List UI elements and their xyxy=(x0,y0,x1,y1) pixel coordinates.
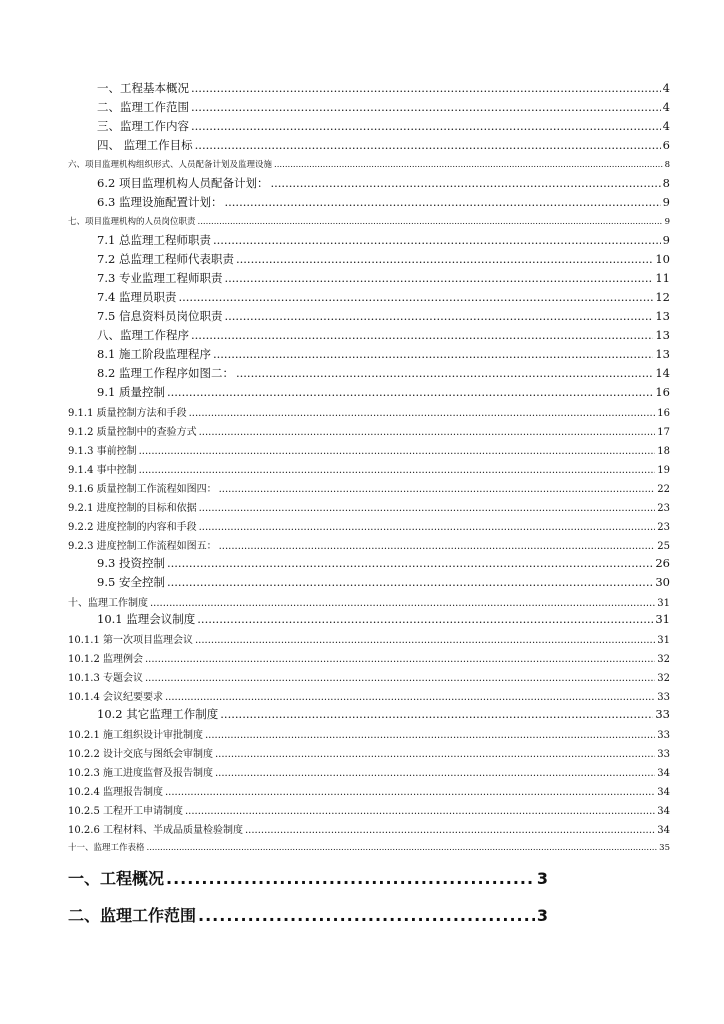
toc-entry-title: 10.2.4 监理报告制度 xyxy=(68,787,163,798)
dot-leader xyxy=(195,138,661,152)
toc-entry-page: 9 xyxy=(662,195,670,209)
toc-entry[interactable] xyxy=(68,650,670,665)
dot-leader xyxy=(178,290,653,304)
toc-entry-page: 33 xyxy=(655,707,670,721)
heading-entry[interactable] xyxy=(68,866,548,889)
dot-leader xyxy=(197,612,653,626)
toc-entry[interactable] xyxy=(97,99,670,115)
dot-leader xyxy=(167,385,653,399)
toc-entry[interactable] xyxy=(68,802,670,817)
dot-leader xyxy=(199,522,656,533)
toc-entry-title: 十一、监理工作表格 xyxy=(68,843,145,853)
dot-leader xyxy=(145,673,655,684)
dot-leader xyxy=(213,347,653,361)
toc-entry-page: 6 xyxy=(662,138,670,152)
toc-entry-page: 13 xyxy=(655,309,670,323)
toc-entry-page: 8 xyxy=(662,176,670,190)
toc-entry-title: 10.2.1 施工组织设计审批制度 xyxy=(68,730,203,741)
toc-entry[interactable] xyxy=(68,726,670,741)
toc-entry[interactable] xyxy=(68,594,670,609)
dot-leader xyxy=(224,195,660,209)
dot-leader xyxy=(165,692,655,703)
toc-entry-title: 7.5 信息资料员岗位职责 xyxy=(97,309,223,323)
toc-entry[interactable] xyxy=(68,688,670,703)
dot-leader xyxy=(185,806,655,817)
dot-leader xyxy=(139,446,656,457)
toc-entry-title: 8.1 施工阶段监理程序 xyxy=(97,347,211,361)
toc-entry-page: 9 xyxy=(662,233,670,247)
toc-entry-title: 9.2.1 进度控制的目标和依据 xyxy=(68,503,197,514)
dot-leader xyxy=(167,575,653,589)
toc-entry-page: 4 xyxy=(662,119,670,133)
dot-leader xyxy=(213,233,661,247)
toc-entry[interactable] xyxy=(97,555,670,571)
toc-entry-page: 33 xyxy=(657,749,670,760)
toc-entry-title: 二、监理工作范围 xyxy=(97,100,189,114)
toc-entry-page: 25 xyxy=(657,541,670,552)
dot-leader xyxy=(270,176,660,190)
toc-entry[interactable] xyxy=(68,158,670,170)
toc-entry-page: 23 xyxy=(657,522,670,533)
toc-entry-page: 11 xyxy=(655,271,670,285)
toc-entry[interactable] xyxy=(97,194,670,210)
toc-entry-page: 19 xyxy=(657,465,670,476)
toc-entry-title: 十、监理工作制度 xyxy=(68,598,148,609)
toc-entry-page: 34 xyxy=(657,787,670,798)
dot-leader xyxy=(215,749,655,760)
toc-entry-title: 9.1.6 质量控制工作流程如图四： xyxy=(68,484,217,495)
toc-entry-title: 9.1.1 质量控制方法和手段 xyxy=(68,408,187,419)
toc-entry[interactable] xyxy=(97,574,670,590)
toc-entry-page: 12 xyxy=(655,290,670,304)
toc-entry-page: 9 xyxy=(664,217,670,227)
heading-title: 一、工程概况 xyxy=(68,869,165,888)
toc-entry[interactable] xyxy=(97,289,670,305)
heading-page: 3 xyxy=(536,906,548,925)
toc-entry[interactable] xyxy=(97,175,670,191)
toc-entry-page: 13 xyxy=(655,347,670,361)
toc-entry[interactable] xyxy=(97,365,670,381)
toc-entry[interactable] xyxy=(97,232,670,248)
toc-entry-page: 31 xyxy=(655,612,670,626)
dot-leader xyxy=(274,160,663,170)
toc-entry-title: 9.3 投资控制 xyxy=(97,556,165,570)
toc-entry[interactable] xyxy=(68,215,670,227)
toc-entry[interactable] xyxy=(97,251,670,267)
toc-entry-page: 34 xyxy=(657,825,670,836)
dot-leader xyxy=(189,408,656,419)
dot-leader xyxy=(147,843,658,853)
toc-entry-page: 13 xyxy=(655,328,670,342)
heading-title: 二、监理工作范围 xyxy=(68,906,197,925)
toc-entry[interactable] xyxy=(68,783,670,798)
toc-entry-title: 9.1 质量控制 xyxy=(97,385,165,399)
toc-entry-title: 四、 监理工作目标 xyxy=(97,138,193,152)
toc-entry-page: 18 xyxy=(657,446,670,457)
toc-entry-title: 9.2.3 进度控制工作流程如图五： xyxy=(68,541,217,552)
toc-entry[interactable] xyxy=(68,821,670,836)
toc-entry-page: 22 xyxy=(657,484,670,495)
toc-entry[interactable] xyxy=(68,404,670,419)
toc-entry-title: 六、项目监理机构组织形式、人员配备计划及监理设施 xyxy=(68,160,273,170)
toc-entry-page: 16 xyxy=(657,408,670,419)
toc-entry[interactable] xyxy=(97,706,670,722)
toc-entry-page: 35 xyxy=(659,843,670,853)
toc-entry[interactable] xyxy=(68,745,670,760)
dot-leader xyxy=(165,787,655,798)
dot-leader xyxy=(198,906,535,925)
toc-entry-page: 30 xyxy=(655,575,670,589)
toc-entry[interactable] xyxy=(97,327,670,343)
toc-entry[interactable] xyxy=(97,80,670,96)
toc-entry[interactable] xyxy=(97,137,670,153)
dot-leader xyxy=(191,328,653,342)
dot-leader xyxy=(220,707,653,721)
dot-leader xyxy=(224,271,653,285)
heading-entry[interactable] xyxy=(68,903,548,926)
dot-leader xyxy=(199,503,656,514)
dot-leader xyxy=(191,119,661,133)
toc-entry-page: 4 xyxy=(662,81,670,95)
toc-entry-title: 7.1 总监理工程师职责 xyxy=(97,233,211,247)
toc-entry-title: 三、监理工作内容 xyxy=(97,119,189,133)
dot-leader xyxy=(167,556,653,570)
dot-leader xyxy=(198,217,663,227)
toc-entry-title: 7.4 监理员职责 xyxy=(97,290,177,304)
toc-entry-page: 26 xyxy=(655,556,670,570)
toc-entry-page: 34 xyxy=(657,768,670,779)
toc-entry-title: 10.1.4 会议纪要要求 xyxy=(68,692,163,703)
toc-entry[interactable] xyxy=(97,346,670,362)
toc-entry-title: 9.1.3 事前控制 xyxy=(68,446,137,457)
dot-leader xyxy=(139,465,656,476)
heading-page: 3 xyxy=(536,869,548,888)
toc-entry[interactable] xyxy=(68,442,670,457)
toc-entry-title: 10.1.2 监理例会 xyxy=(68,654,143,665)
toc-entry[interactable] xyxy=(68,631,670,646)
toc-entry[interactable] xyxy=(68,461,670,476)
toc-entry[interactable] xyxy=(68,764,670,779)
toc-entry[interactable] xyxy=(68,669,670,684)
toc-entry[interactable] xyxy=(68,480,670,495)
toc-entry-title: 一、工程基本概况 xyxy=(97,81,189,95)
dot-leader xyxy=(191,100,661,114)
toc-entry-page: 23 xyxy=(657,503,670,514)
toc-entry-title: 6.3 监理设施配置计划： xyxy=(97,195,223,209)
toc-entry-title: 10.2.3 施工进度监督及报告制度 xyxy=(68,768,213,779)
toc-entry[interactable] xyxy=(68,518,670,533)
toc-entry-title: 10.2.5 工程开工申请制度 xyxy=(68,806,183,817)
toc-entry-title: 7.3 专业监理工程师职责 xyxy=(97,271,223,285)
toc-entry-page: 8 xyxy=(664,160,670,170)
toc-entry-title: 七、项目监理机构的人员岗位职责 xyxy=(68,217,196,227)
toc-entry-title: 10.1.3 专题会议 xyxy=(68,673,143,684)
toc-entry-page: 17 xyxy=(657,427,670,438)
toc-entry-page: 14 xyxy=(655,366,670,380)
toc-entry-title: 10.2.2 设计交底与图纸会审制度 xyxy=(68,749,213,760)
dot-leader xyxy=(219,541,656,552)
toc-entry-page: 33 xyxy=(657,730,670,741)
toc-entry-title: 9.1.2 质量控制中的查验方式 xyxy=(68,427,197,438)
toc-entry[interactable] xyxy=(97,308,670,324)
toc-entry-title: 8.2 监理工作程序如图二： xyxy=(97,366,234,380)
dot-leader xyxy=(236,252,653,266)
toc-entry[interactable] xyxy=(97,118,670,134)
dot-leader xyxy=(195,635,655,646)
dot-leader xyxy=(215,768,655,779)
toc-entry[interactable] xyxy=(68,537,670,552)
toc-entry-page: 33 xyxy=(657,692,670,703)
toc-entry[interactable] xyxy=(97,384,670,400)
toc-entry-page: 32 xyxy=(657,654,670,665)
toc-entry[interactable] xyxy=(68,841,670,853)
dot-leader xyxy=(205,730,655,741)
dot-leader xyxy=(199,427,656,438)
toc-entry-page: 4 xyxy=(662,100,670,114)
toc-entry-title: 八、监理工作程序 xyxy=(97,328,189,342)
dot-leader xyxy=(145,654,655,665)
toc-entry[interactable] xyxy=(68,423,670,438)
dot-leader xyxy=(191,81,661,95)
dot-leader xyxy=(166,869,535,888)
dot-leader xyxy=(219,484,656,495)
toc-entry-title: 7.2 总监理工程师代表职责 xyxy=(97,252,234,266)
toc-entry-page: 31 xyxy=(657,635,670,646)
toc-entry-title: 9.1.4 事中控制 xyxy=(68,465,137,476)
toc-entry-title: 10.1.1 第一次项目监理会议 xyxy=(68,635,193,646)
toc-entry-page: 31 xyxy=(657,598,670,609)
toc-entry-page: 10 xyxy=(655,252,670,266)
toc-entry[interactable] xyxy=(68,499,670,514)
dot-leader xyxy=(224,309,653,323)
toc-entry-title: 10.2.6 工程材料、半成品质量检验制度 xyxy=(68,825,243,836)
toc-entry-title: 9.2.2 进度控制的内容和手段 xyxy=(68,522,197,533)
toc-entry-title: 6.2 项目监理机构人员配备计划： xyxy=(97,176,269,190)
toc-entry-title: 9.5 安全控制 xyxy=(97,575,165,589)
toc-entry-page: 32 xyxy=(657,673,670,684)
dot-leader xyxy=(150,598,655,609)
dot-leader xyxy=(236,366,653,380)
dot-leader xyxy=(245,825,655,836)
toc-entry[interactable] xyxy=(97,270,670,286)
toc-entry-title: 10.1 监理会议制度 xyxy=(97,612,196,626)
toc-entry[interactable] xyxy=(97,611,670,627)
toc-entry-page: 16 xyxy=(655,385,670,399)
toc-entry-title: 10.2 其它监理工作制度 xyxy=(97,707,219,721)
toc-entry-page: 34 xyxy=(657,806,670,817)
